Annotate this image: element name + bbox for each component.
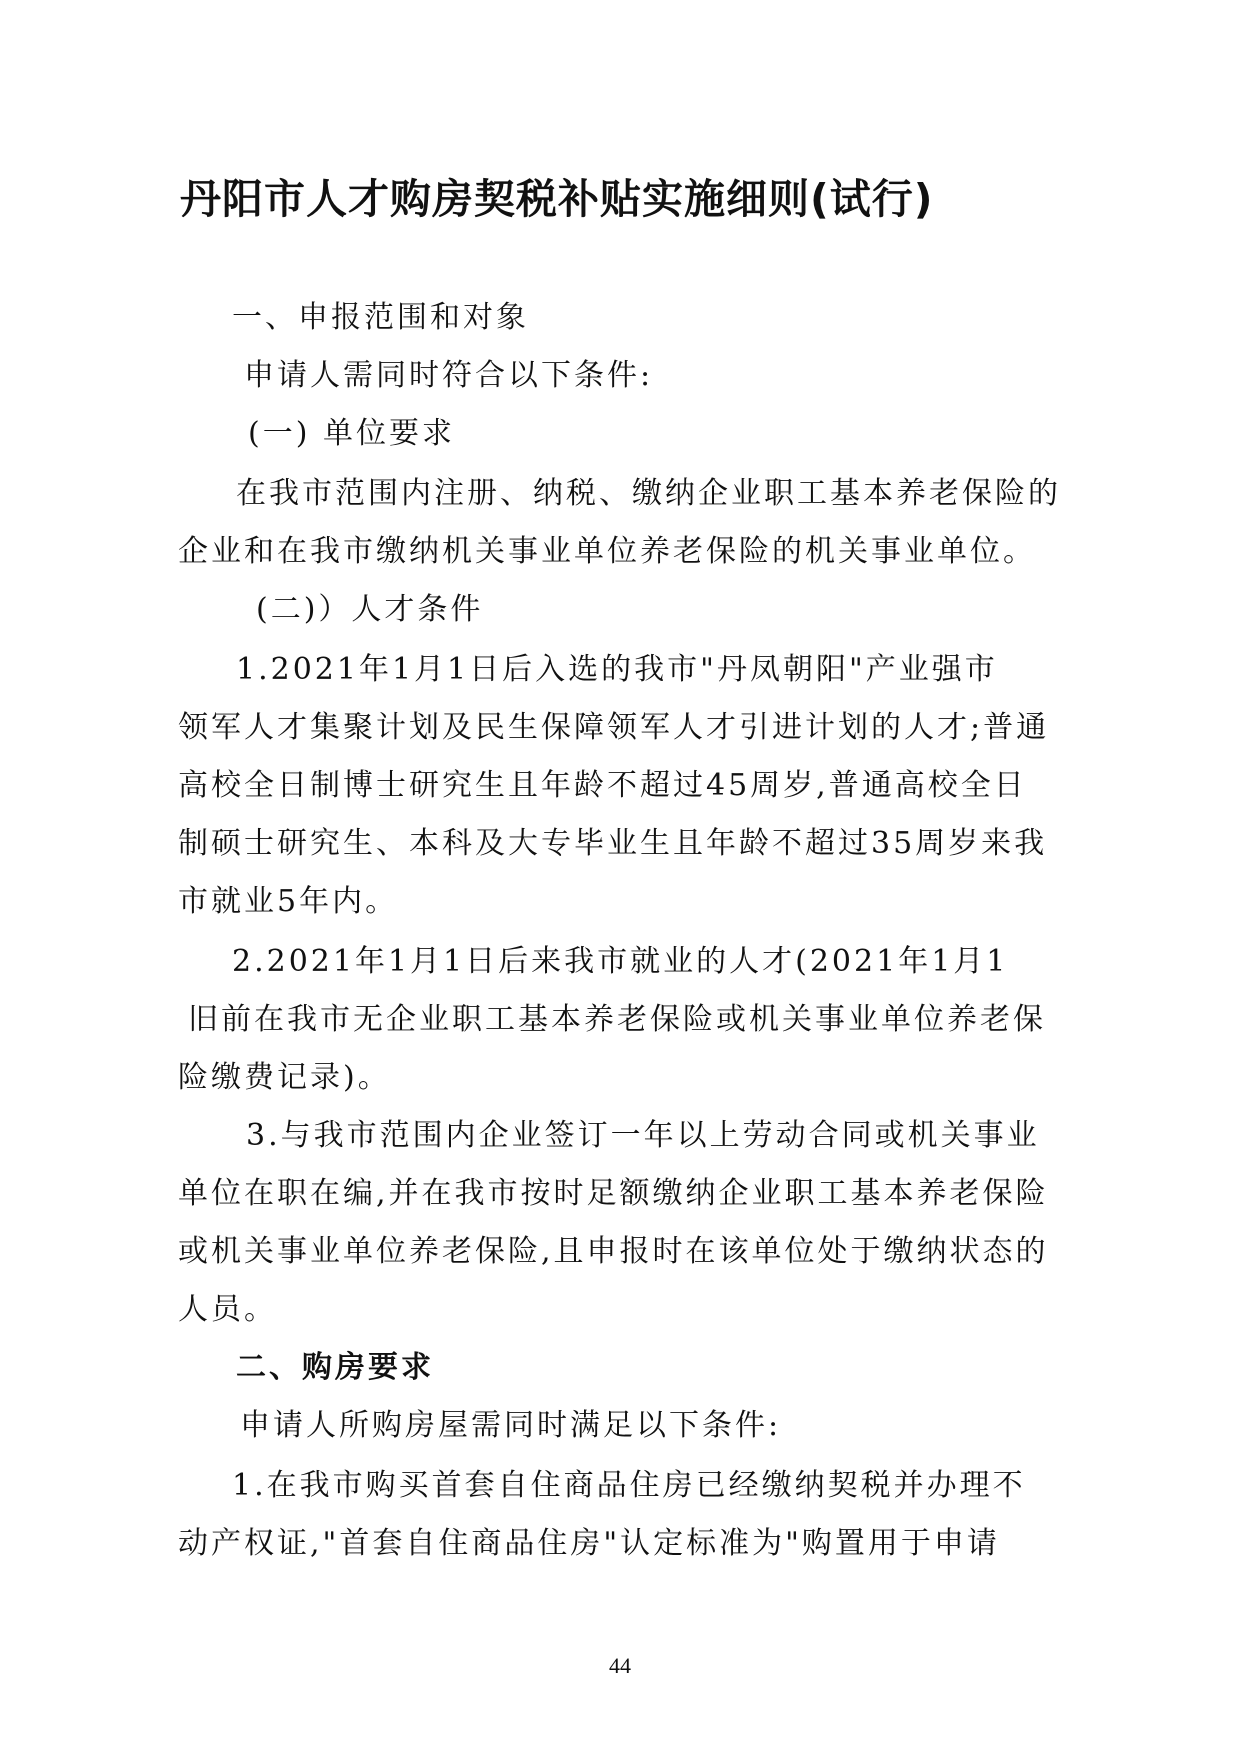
paragraph-line: 高校全日制博士研究生且年龄不超过45周岁,普通高校全日: [178, 768, 1027, 803]
page-number: 44: [609, 1653, 631, 1678]
paragraph-line: 或机关事业单位养老保险,且申报时在该单位处于缴纳状态的: [178, 1234, 1049, 1269]
paragraph-line: 动产权证,"首套自住商品住房"认定标准为"购置用于申请: [178, 1526, 1000, 1561]
section-heading-2: 二、购房要求: [236, 1350, 434, 1385]
paragraph-line: 1.2021年1月1日后入选的我市"丹凤朝阳"产业强市: [236, 652, 998, 687]
paragraph-line: 2.2021年1月1日后来我市就业的人才(2021年1月1: [232, 944, 1009, 979]
paragraph-line: 申请人需同时符合以下条件:: [244, 358, 654, 393]
paragraph-line: 领军人才集聚计划及民生保障领军人才引进计划的人才;普通: [178, 710, 1050, 745]
paragraph-line: 单位在职在编,并在我市按时足额缴纳企业职工基本养老保险: [178, 1176, 1049, 1211]
paragraph-line: 申请人所购房屋需同时满足以下条件:: [240, 1408, 782, 1443]
section-heading-1: 一、申报范围和对象: [232, 300, 529, 335]
paragraph-line: 3.与我市范围内企业签订一年以上劳动合同或机关事业: [246, 1118, 1040, 1153]
paragraph-line: 人员。: [178, 1292, 277, 1327]
paragraph-line: 企业和在我市缴纳机关事业单位养老保险的机关事业单位。: [178, 534, 1036, 569]
subsection-heading-2: (二)）人才条件: [256, 592, 484, 627]
paragraph-line: 险缴费记录)。: [178, 1060, 391, 1095]
paragraph-line: 旧前在我市无企业职工基本养老保险或机关事业单位养老保: [188, 1002, 1046, 1037]
paragraph-line: 在我市范围内注册、纳税、缴纳企业职工基本养老保险的: [236, 476, 1061, 511]
paragraph-line: 制硕士研究生、本科及大专毕业生且年龄不超过35周岁来我: [178, 826, 1048, 861]
document-title: 丹阳市人才购房契税补贴实施细则(试行): [180, 175, 934, 223]
paragraph-line: 1.在我市购买首套自住商品住房已经缴纳契税并办理不: [232, 1468, 1026, 1503]
subsection-heading-1: (一) 单位要求: [248, 416, 455, 451]
paragraph-line: 市就业5年内。: [178, 884, 399, 919]
